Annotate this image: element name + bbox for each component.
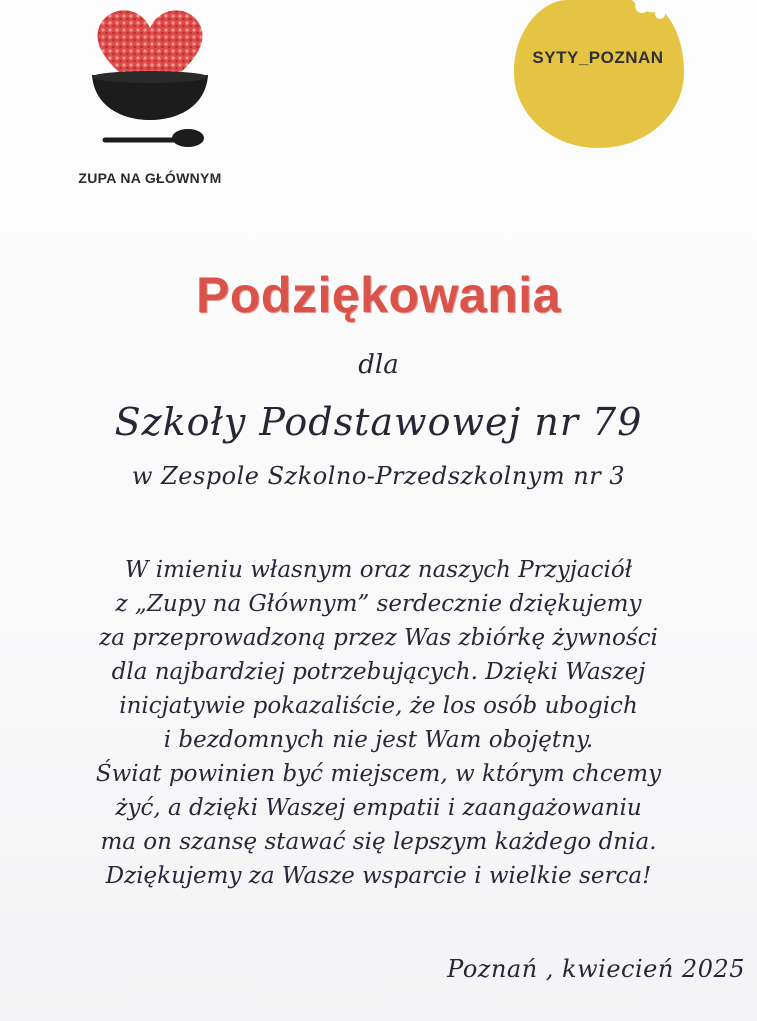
recipient-subtitle: w Zespole Szkolno-Przedszkolnym nr 3 bbox=[131, 462, 626, 490]
body-line: żyć, a dzięki Waszej empatii i zaangażowaniu bbox=[115, 795, 642, 821]
recipient-name: Szkoły Podstawowej nr 79 bbox=[114, 400, 643, 444]
body-line: za przeprowadzoną przez Was zbiórkę żywności bbox=[99, 625, 658, 651]
body-line: Dziękujemy za Wasze wsparcie i wielkie serca! bbox=[105, 863, 652, 889]
body-line: dla najbardziej potrzebujących. Dzięki Waszej bbox=[111, 659, 646, 685]
zupa-na-glownym-logo bbox=[60, 0, 260, 200]
syty-poznan-logo bbox=[512, 0, 687, 148]
body-line: inicjatywie pokazaliście, że los osób ubogich bbox=[119, 693, 638, 719]
body-line: Świat powinien być miejscem, w którym chcemy bbox=[95, 761, 662, 787]
heart-soup-bowl-icon bbox=[80, 0, 220, 160]
body-line: i bezdomnych nie jest Wam obojętny. bbox=[163, 727, 594, 753]
zupa-na-glownym-label: ZUPA NA GŁÓWNYM bbox=[78, 170, 222, 186]
syty-poznan-label: SYTY_POZNAN bbox=[532, 48, 664, 67]
body-line: ma on szansę stawać się lepszym każdego dnia. bbox=[100, 829, 657, 855]
yellow-circle-badge bbox=[512, 0, 687, 148]
body-line: W imieniu własnym oraz naszych Przyjaciół bbox=[124, 557, 633, 583]
letter-body bbox=[0, 553, 757, 893]
for-label: dla bbox=[358, 350, 399, 380]
body-line: z „Zupy na Głównym” serdecznie dziękujemy bbox=[115, 591, 642, 617]
place-date: Poznań , kwiecień 2025 bbox=[447, 955, 745, 983]
letter-title: Podziękowania bbox=[196, 267, 561, 323]
